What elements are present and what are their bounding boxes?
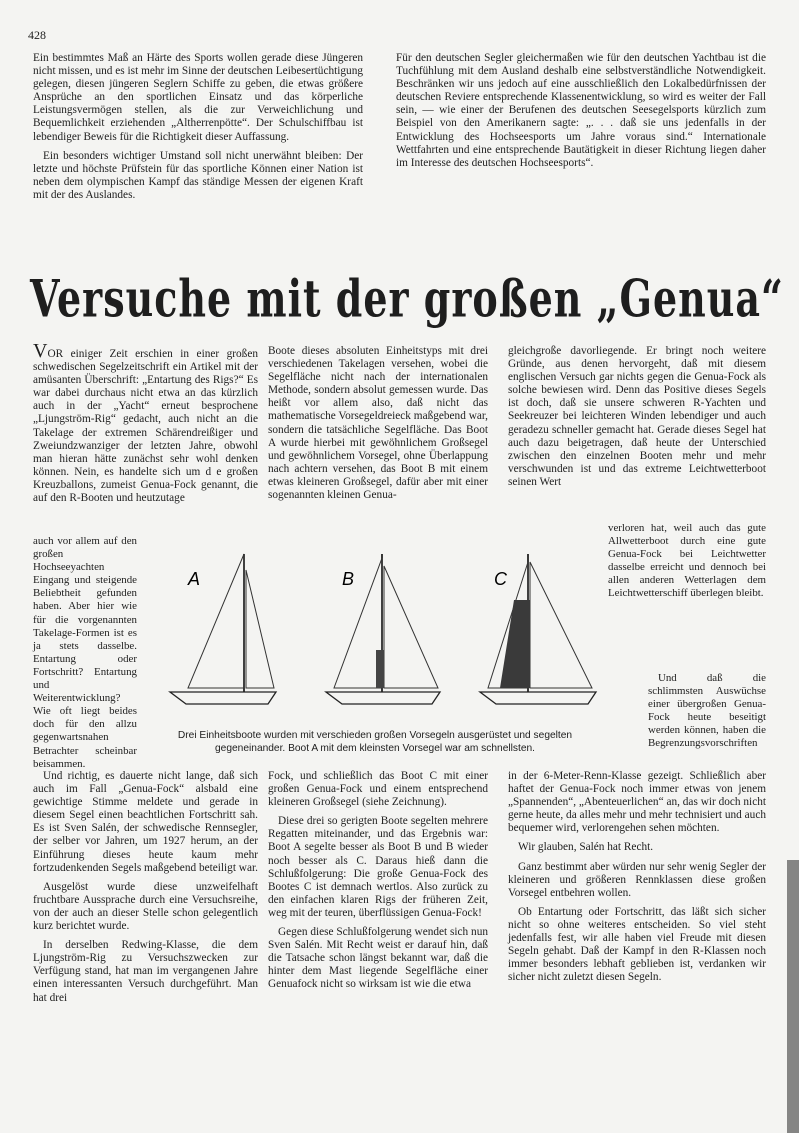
- boat-b: [326, 554, 440, 704]
- article-column-3-narrow-2: [648, 672, 766, 757]
- paragraph: Ausgelöst wurde diese unzweifelhaft fruchtbare Aussprache durch eine Versuchsreihe, von der auch an dieser Stelle schon gelegentlich kurz berichtet wurde.: [33, 880, 258, 933]
- paragraph: auch vor allem auf den großen Hochseeyachten Eingang und steigende Beliebtheit gefunden haben. Aber hier wie für die vorgenannten Takelage-Formen ist es ja stets dasselbe. Entartung oder Fortschritt? Entartung und Weiterentwicklung? Wie oft liegt beides doch für den allzu gegenwartsnahen Betrachter scheinbar beisammen.: [33, 535, 137, 770]
- paragraph: Boote dieses absoluten Einheitstyps mit drei verschiedenen Takelagen versehen, wobei die Segelfläche nicht nach der internationalen Methode, sondern absolut gemessen wurde. Das heißt vor allem also, daß nicht das mathematische Vorsegeldreieck maßgebend war, sondern die tatsächliche Segelfläche. Das Boot A wurde hierbei mit gewöhnlichem Großsegel und gewöhnlichem Vorsegel, ohne Überlappung nach achtern versehen, das Boot B mit einem etwas kleineren Großsegel, dafür aber mit einer sogenannten kleinen Genua-: [268, 345, 488, 502]
- paragraph: Für den deutschen Segler gleichermaßen wie für den deutschen Yachtbau ist die Tuchfühlung mit dem Ausland deshalb eine selbstverständliche Notwendigkeit. Beschränken wir uns jedoch auf eine ausschließlich den Lokalbedürfnissen der deutschen Reviere entsprechende Klassenentwicklung, so wird es weiter der Fall sein, — wie einer der Berufenen des deutschen Seesegelsports kürzlich zum Beispiel von den Amerikanern sagte: „. . . daß sie uns jedenfalls in der Entwicklung des Hochseesports um Jahre voraus sind.“ Internationale Wettfahrten und eine entsprechende Bautätigkeit in dieser Richtung liegen daher im Interesse des deutschen Hochseesports“.: [396, 52, 766, 169]
- paragraph: Wir glauben, Salén hat Recht.: [518, 841, 654, 854]
- article-column-3: [508, 345, 766, 495]
- boat-c-label: C: [494, 569, 507, 589]
- figure-caption: [145, 730, 605, 755]
- paragraph: Ob Entartung oder Fortschritt, das läßt sich sicher nicht so ohne weiteres entscheiden. So viel steht jedenfalls fest, wir alle haben viel Freude mit diesen Segeln gehabt. Daß der Kampf in den R-Klassen noch immer besonders lebhaft geblieben ist, verdanken wir sicher nicht zuletzt diesen Segeln.: [508, 905, 766, 984]
- paragraph: in der 6-Meter-Renn-Klasse gezeigt. Schließlich aber haftet der Genua-Fock noch immer etwas von jenem „Spannenden“, „Abenteuerlichen“ an, das wir doch nicht gerne heute, da alles mehr und mehr technisiert und auch bequemer wird, verlorengehen sehen möchten.: [508, 770, 766, 835]
- paragraph: Fock, und schließlich das Boot C mit einer großen Genua-Fock und einem entsprechend kleineren Großsegel (siehe Zeichnung).: [268, 770, 488, 809]
- paragraph: gleichgroße davorliegende. Er bringt noch weitere Gründe, aus denen hervorgeht, daß mit diesem englischen Versuch gar nichts gegen die Genua-Fock als solche bewiesen wird. Denn das Positive dieses Segels ist doch, daß sie unsere schweren R-Yachten und Seekreuzer bei leichteren Winden lebendiger und auch geradezu schneller gemacht hat. Gerade dieses Segel hat auch dazu beigetragen, daß heute der Unterschied zwischen den einzelnen Booten mehr und mehr verschwunden ist und das extreme Leichtwetterboot seinen Wert: [508, 345, 766, 488]
- boat-c: [480, 554, 596, 704]
- article-column-3-bottom: [508, 770, 766, 990]
- article-column-1-narrow: [33, 535, 137, 777]
- article-headline: Versuche mit der großen „Genua“: [30, 268, 784, 329]
- paragraph-text: OR einiger Zeit erschien in einer großen schwedischen Segelzeitschrift ein Artikel mit der amüsanten Überschrift: „Entartung des Rigs?“ Es war dabei durchaus nicht etwa an das kürzlich auch in der „Yacht“ erneut besprochene „Ljungström-Rig“ gedacht, auch nicht an die Takelage der extremen Schärendreißiger und Zweiundzwanziger der letzten Jahre, obwohl man hieran hätte zunächst sehr wohl denken können. Nein, es handelte sich um d e großen Kreuzballons, zumeist Genua-Fock genannt, die auf den R-Booten und heutzutage: [33, 348, 258, 505]
- paragraph: Ein bestimmtes Maß an Härte des Sports wollen gerade diese Jüngeren nicht missen, und es ist mehr im Sinne der deutschen Leibesertüchtigung gelegen, diesen jüngeren Seglern Schiffe zu geben, die etwas größere Ansprüche an den sportlichen Einsatz und das körperliche Leistungsvermögen stellen, als die zur Verweichlichung und Bequemlichkeit erziehenden „Altherrenpötte“. Der Schulschiffbau ist lebendiger Beweis für die Richtigkeit dieser Auffassung.: [33, 52, 363, 143]
- intro-right-column: [396, 52, 766, 176]
- paragraph: Ein besonders wichtiger Umstand soll nicht unerwähnt bleiben: Der letzte und höchste Prüfstein für das sportliche Können einer Nation ist neben dem olympischen Kampf das ständige Messen der eigenen Kraft mit der des Auslandes.: [33, 149, 363, 201]
- article-column-1-bottom: [33, 770, 258, 1011]
- paragraph: Diese drei so gerigten Boote segelten mehrere Regatten miteinander, und das Ergebnis war: Boot A segelte besser als Boot B und B wieder noch besser als C. Daraus hieß dann die Schlußfolgerung: Die große Genua-Fock des Bootes C ist demnach wertlos. Also zurück zu den einfachen klaren Rigs der früheren Zeit, weg mit der teuren, überflüssigen Genua-Fock!: [268, 815, 488, 919]
- paragraph: Ganz bestimmt aber würden nur sehr wenig Segler der kleineren und größeren Rennklassen diese großen Vorsegel entbehren wollen.: [508, 860, 766, 899]
- article-column-1: [33, 340, 258, 511]
- boat-b-label: B: [342, 569, 355, 589]
- boat-a-label: A: [188, 569, 201, 589]
- paragraph: verloren hat, weil auch das gute Allwetterboot durch eine gute Genua-Fock bei Leichtwetter dasselbe erreicht und dennoch bei allen anderen Wetterlagen dem Leichtwetterschiff überlegen bleibt.: [608, 522, 766, 600]
- article-column-2: [268, 345, 488, 508]
- drop-cap: V: [33, 340, 48, 362]
- scan-edge-shadow: [787, 860, 799, 1133]
- paragraph: Und richtig, es dauerte nicht lange, daß sich auch im Fall „Genua-Fock“ alsbald eine gewichtige Stimme meldete und gerade in diesem Segel einen beachtlichen Fortschritt sah. Es ist Sven Salén, der schwedische Rennsegler, der selber vor Jahren, um 1927 herum, an der Einführung dieses heute kaum mehr fortzudenkenden Segels maßgebend beteiligt war.: [33, 770, 258, 874]
- caption-line: gegeneinander. Boot A mit dem kleinsten Vorsegel war am schnellsten.: [215, 742, 535, 754]
- paragraph: Und daß die schlimmsten Auswüchse einer übergroßen Genua-Fock heute beseitigt werden können, haben die Begrenzungsvorschriften: [648, 672, 766, 750]
- paragraph: Gegen diese Schlußfolgerung wendet sich nun Sven Salén. Mit Recht weist er darauf hin, daß die Tatsache schon längst bekannt war, daß die hinter dem Mast liegende Segelfläche einer Genuafock nicht so wirksam ist wie die etwa: [268, 926, 488, 991]
- article-column-3-narrow: [608, 522, 766, 607]
- intro-left-column: [33, 52, 363, 208]
- caption-line: Drei Einheitsboote wurden mit verschieden großen Vorsegeln ausgerüstet und segelten: [177, 730, 573, 741]
- opening-paragraph: [33, 340, 258, 505]
- page-number: 428: [28, 28, 46, 42]
- paragraph: In derselben Redwing-Klasse, die dem Ljungström-Rig zu Versuchszwecken zur Verfügung stand, hat man im vergangenen Jahre einen interessanten Versuch durchgeführt. Man hat drei: [33, 939, 258, 1004]
- sailboat-rig-diagram: [148, 540, 600, 740]
- article-column-2-bottom: [268, 770, 488, 998]
- boat-a: [170, 554, 276, 704]
